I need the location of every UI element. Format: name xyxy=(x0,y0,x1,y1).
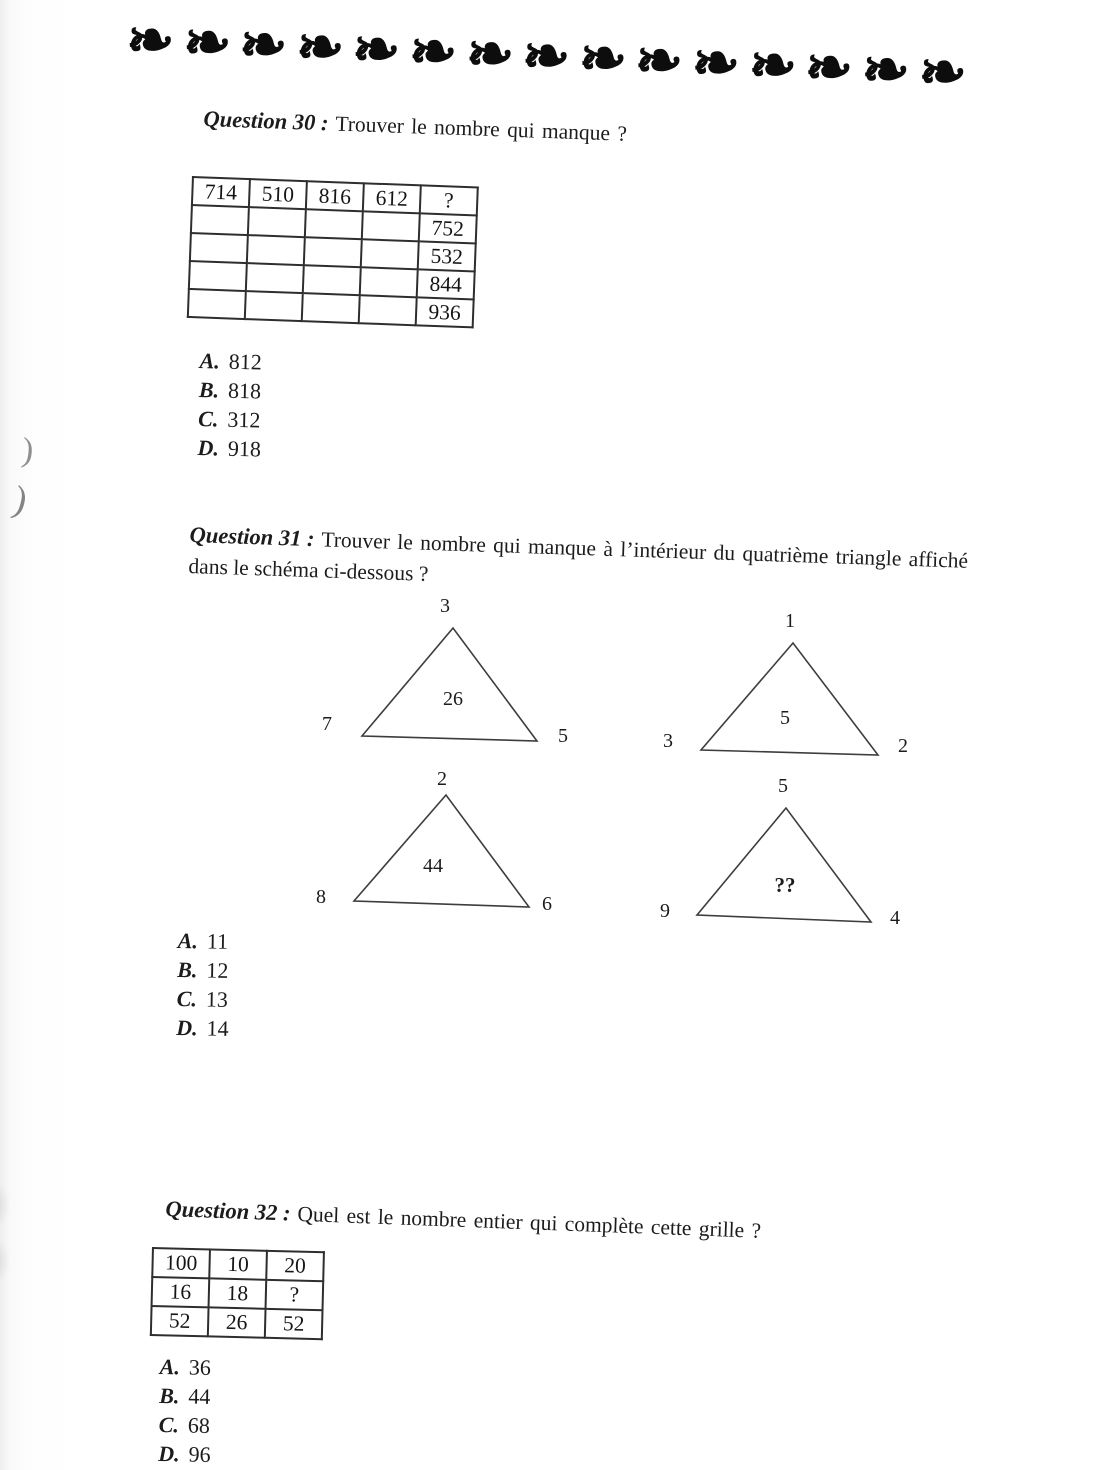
table-cell: 532 xyxy=(418,241,476,271)
scan-artifact-smudge xyxy=(0,1238,10,1284)
table-row xyxy=(151,1306,323,1339)
table-cell: 10 xyxy=(209,1249,267,1279)
table-cell xyxy=(359,295,417,325)
option-b xyxy=(177,955,230,985)
table-cell: 52 xyxy=(151,1306,209,1336)
triangle-3-center-value: 44 xyxy=(423,855,443,877)
question-32-table xyxy=(150,1247,325,1340)
triangle-3 xyxy=(316,768,552,915)
triangle-3-left-label: 8 xyxy=(316,886,326,908)
fleuron-icon: ❧ xyxy=(237,11,290,80)
triangle-1-top-label: 3 xyxy=(440,595,450,617)
triangle-4-right-label: 4 xyxy=(890,907,900,929)
table-cell: 52 xyxy=(265,1309,323,1339)
option-c xyxy=(176,984,229,1014)
fleuron-icon: ❧ xyxy=(802,33,856,102)
table-cell xyxy=(248,207,306,237)
table-cell xyxy=(361,239,419,269)
question-30-label: Question 30 : xyxy=(203,106,329,136)
table-cell: 844 xyxy=(417,269,475,299)
question-31-text-line1: Trouver le nombre qui manque à l’intérieur du quatrième triangle affiché xyxy=(321,527,969,573)
table-cell xyxy=(304,237,362,267)
table-cell: 936 xyxy=(416,297,474,327)
fleuron-icon: ❧ xyxy=(293,13,347,82)
question-32-label: Question 32 : xyxy=(165,1196,291,1226)
option-value: 68 xyxy=(187,1412,211,1438)
option-value: 11 xyxy=(206,928,229,954)
fleuron-icon: ❧ xyxy=(123,6,177,75)
option-value: 13 xyxy=(205,986,229,1012)
fleuron-icon: ❧ xyxy=(463,20,516,89)
question-30-text: Trouver le nombre qui manque ? xyxy=(335,111,628,146)
triangle-2-right-label: 2 xyxy=(898,735,908,757)
option-letter: B. xyxy=(159,1382,180,1409)
question-31-text-line2: dans le schéma ci-dessous ? xyxy=(188,553,429,586)
option-value: 818 xyxy=(227,377,262,404)
option-a xyxy=(199,346,263,377)
table-cell: ? xyxy=(266,1280,324,1310)
triangle-3-top-label: 2 xyxy=(437,768,447,790)
question-32-text: Quel est le nombre entier qui complète cette grille ? xyxy=(297,1201,762,1243)
option-letter: D. xyxy=(176,1014,198,1041)
question-31-label: Question 31 : xyxy=(189,522,315,552)
option-letter: A. xyxy=(199,347,221,374)
question-30-table xyxy=(187,176,479,328)
option-letter: D. xyxy=(158,1440,180,1467)
triangle-1-left-label: 7 xyxy=(322,713,332,735)
triangle-4 xyxy=(660,775,900,929)
triangle-1-right-label: 5 xyxy=(558,725,568,747)
option-letter: A. xyxy=(159,1353,181,1380)
option-letter: D. xyxy=(197,434,220,461)
option-value: 14 xyxy=(206,1015,229,1041)
fleuron-icon: ❧ xyxy=(859,36,912,105)
option-value: 312 xyxy=(227,406,261,433)
table-cell: 100 xyxy=(152,1248,210,1278)
option-c xyxy=(158,1410,211,1440)
triangle-2 xyxy=(663,610,908,757)
fleuron-icon: ❧ xyxy=(180,8,234,77)
option-a xyxy=(159,1352,212,1382)
triangle-2-left-label: 3 xyxy=(663,730,673,752)
table-cell: 816 xyxy=(306,181,364,211)
table-cell: 20 xyxy=(266,1251,324,1281)
option-letter: B. xyxy=(198,376,220,403)
triangle-3-right-label: 6 xyxy=(542,893,552,915)
option-d xyxy=(158,1439,211,1469)
table-row xyxy=(152,1277,324,1310)
triangles-svg xyxy=(290,588,930,938)
option-letter: C. xyxy=(176,985,198,1012)
table-cell xyxy=(245,291,303,321)
triangle-1-center-value: 26 xyxy=(443,688,463,710)
option-value: 812 xyxy=(228,348,263,375)
table-cell: 18 xyxy=(209,1278,267,1308)
fleuron-icon: ❧ xyxy=(632,26,686,95)
table-cell: 16 xyxy=(152,1277,210,1307)
fleuron-icon: ❧ xyxy=(689,29,743,98)
table-cell: 752 xyxy=(419,213,477,243)
scan-artifact-curl: ) xyxy=(20,431,36,470)
option-value: 96 xyxy=(188,1441,211,1467)
fleuron-icon: ❧ xyxy=(519,22,573,91)
option-d xyxy=(197,433,261,464)
table-row xyxy=(152,1248,324,1281)
triangle-4-missing-value: ?? xyxy=(774,873,796,897)
table-cell: 510 xyxy=(249,179,307,209)
triangle-2-center-value: 5 xyxy=(780,707,790,729)
table-cell: 612 xyxy=(363,183,421,213)
option-letter: B. xyxy=(177,956,198,983)
fleuron-icon: ❧ xyxy=(746,31,799,100)
option-b xyxy=(159,1381,212,1411)
table-cell xyxy=(189,261,247,291)
fleuron-icon: ❧ xyxy=(576,24,630,93)
question-30-options xyxy=(197,346,263,464)
table-cell: ? xyxy=(420,185,478,215)
fleuron-icon: ❧ xyxy=(406,17,460,86)
table-cell xyxy=(188,289,246,319)
triangle-1 xyxy=(322,595,568,747)
table-cell xyxy=(362,211,420,241)
table-cell xyxy=(302,293,360,323)
table-cell: 714 xyxy=(192,177,250,207)
option-value: 36 xyxy=(188,1354,212,1380)
scan-artifact-curl: ) xyxy=(9,478,32,522)
option-letter: A. xyxy=(177,927,199,954)
option-value: 918 xyxy=(227,435,262,462)
triangle-4-left-label: 9 xyxy=(660,900,670,922)
fleuron-icon: ❧ xyxy=(915,38,969,107)
question-31-options xyxy=(176,926,230,1043)
option-b xyxy=(199,375,263,406)
fleuron-icon: ❧ xyxy=(350,15,403,84)
table-cell xyxy=(303,265,361,295)
option-letter: C. xyxy=(158,1411,180,1438)
table-cell: 26 xyxy=(208,1307,266,1337)
option-c xyxy=(198,404,262,435)
table-cell xyxy=(305,209,363,239)
option-letter: C. xyxy=(197,405,219,432)
triangle-4-top-label: 5 xyxy=(778,775,788,797)
table-cell xyxy=(190,233,248,263)
table-cell xyxy=(360,267,418,297)
table-cell xyxy=(191,205,249,235)
question-32-options xyxy=(158,1352,212,1469)
option-value: 44 xyxy=(188,1383,211,1409)
option-a xyxy=(177,926,230,956)
option-value: 12 xyxy=(206,957,229,983)
triangle-2-top-label: 1 xyxy=(785,610,795,632)
option-d xyxy=(176,1013,229,1043)
triangle-diagram xyxy=(290,588,930,943)
scan-artifact-smudge xyxy=(0,1182,10,1228)
table-cell xyxy=(246,263,304,293)
table-cell xyxy=(247,235,305,265)
